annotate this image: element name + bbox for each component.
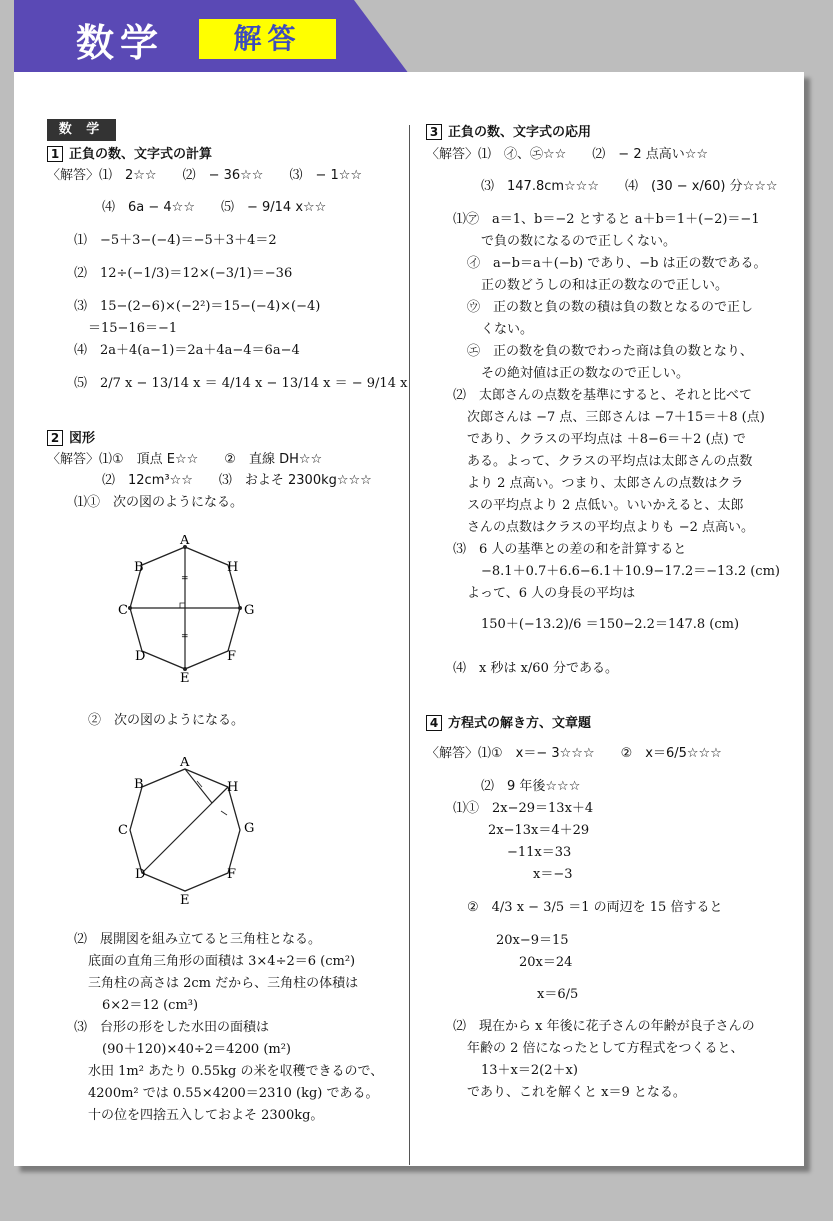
- subject-title: 数学: [76, 21, 165, 65]
- q1-work-4: ⑷ 2a＋4(a−1)＝2a＋4a−4＝6a−4: [74, 343, 300, 358]
- q2-title: 図形: [69, 431, 96, 446]
- q2-work-3: ⑵ 展開図を組み立てると三角柱となる。: [74, 932, 322, 947]
- q1-work-1: ⑴ −5＋3−(−4)＝−5＋3＋4＝2: [74, 233, 277, 248]
- q3-line-3: ㋑ a−b＝a＋(−b) であり、−b は正の数である。: [467, 256, 767, 271]
- fig2-label-c: C: [118, 823, 128, 838]
- q3-answer-a: 〈解答〉⑴ ㋑、㋓☆☆ ⑵ − 2 点高い☆☆: [426, 147, 709, 162]
- fig2-label-b: B: [134, 777, 144, 792]
- fig1-label-a: A: [180, 535, 190, 548]
- fig1-label-g: G: [244, 603, 255, 618]
- q4-work-9: ⑵ 現在から x 年後に花子さんの年齢が良子さんの: [453, 1019, 755, 1034]
- q3-line-8: その絶対値は正の数なので正しい。: [481, 366, 690, 381]
- subject-tag: 数 学: [47, 119, 116, 141]
- q3-line-9: ⑵ 太郎さんの点数を基準にすると、それと比べて: [453, 388, 753, 403]
- fig2-label-g: G: [244, 821, 255, 836]
- q3-line-4: 正の数どうしの和は正の数なので正しい。: [481, 278, 729, 293]
- q4-work-3: −11x＝33: [507, 845, 572, 860]
- svg-text:=: =: [181, 632, 189, 642]
- fig1-label-h: H: [227, 560, 239, 575]
- q1-heading: [47, 146, 212, 164]
- fig2-label-f: F: [227, 867, 237, 882]
- q4-work-12: であり、これを解くと x＝9 となる。: [467, 1085, 686, 1100]
- q2-work-2: ② 次の図のようになる。: [88, 713, 245, 728]
- q2-work-5: 三角柱の高さは 2cm だから、三角柱の体積は: [88, 976, 359, 991]
- octagon-figure-2: [110, 757, 260, 907]
- q1-work-3b: ＝15−16＝−1: [88, 321, 178, 336]
- column-divider: [409, 125, 410, 1165]
- q3-line-15: さんの点数はクラスの平均点よりも −2 点高い。: [467, 520, 755, 535]
- q3-line-5: ㋒ 正の数と負の数の積は負の数となるので正し: [467, 300, 754, 315]
- q4-work-5: ② 4/3 x − 3/5 ＝1 の両辺を 15 倍すると: [467, 900, 723, 915]
- q3-heading: [426, 124, 591, 142]
- q1-answer-b: ⑷ 6a − 4☆☆ ⑸ − 9/14 x☆☆: [102, 200, 327, 215]
- q1-work-3a: ⑶ 15−(2−6)×(−2²)＝15−(−4)×(−4): [74, 299, 321, 314]
- q4-work-8: x＝6/5: [537, 987, 579, 1002]
- fig1-label-e: E: [180, 671, 190, 685]
- q2-work-1: ⑴① 次の図のようになる。: [74, 495, 244, 510]
- q3-line-20: ⑷ x 秒は x/60 分である。: [453, 661, 618, 676]
- fig2-label-e: E: [180, 893, 190, 907]
- fig1-label-b: B: [134, 560, 144, 575]
- q4-heading: [426, 715, 591, 733]
- q3-line-13: より 2 点高い。つまり、太郎さんの点数はクラ: [467, 476, 744, 491]
- q4-answer-b: ⑵ 9 年後☆☆☆: [481, 779, 581, 794]
- q4-work-2: 2x−13x＝4＋29: [488, 823, 590, 838]
- q4-work-6: 20x−9＝15: [496, 933, 569, 948]
- q3-line-19: 150＋(−13.2)/6 ＝150−2.2＝147.8 (cm): [481, 617, 740, 632]
- q3-line-12: ある。よって、クラスの平均点は太郎さんの点数: [467, 454, 753, 469]
- q4-work-10: 年齢の 2 倍になったとして方程式をつくると、: [467, 1041, 744, 1056]
- q3-line-6: くない。: [481, 322, 534, 337]
- q4-work-1: ⑴① 2x−29＝13x＋4: [453, 801, 594, 816]
- q3-line-10: 次郎さんは −7 点、三郎さんは −7＋15＝＋8 (点): [467, 410, 765, 425]
- q2-work-7: ⑶ 台形の形をした水田の面積は: [74, 1020, 270, 1035]
- q3-line-7: ㋓ 正の数を負の数でわった商は負の数となり、: [467, 344, 753, 359]
- fig1-label-c: C: [118, 603, 128, 618]
- q4-work-11: 13＋x＝2(2＋x): [481, 1063, 578, 1078]
- q3-line-14: スの平均点より 2 点低い。いいかえると、太郎: [467, 498, 744, 513]
- q4-title: 方程式の解き方、文章題: [448, 716, 592, 731]
- q2-work-10: 4200m² では 0.55×4200＝2310 (kg) である。: [88, 1086, 379, 1101]
- q4-number: 4: [426, 715, 442, 731]
- answer-label: 解答: [199, 19, 336, 59]
- q1-answer-a: 〈解答〉⑴ 2☆☆ ⑵ − 36☆☆ ⑶ − 1☆☆: [47, 168, 363, 183]
- q2-work-8: (90＋120)×40÷2＝4200 (m²): [102, 1042, 291, 1057]
- fig2-label-a: A: [180, 757, 190, 770]
- svg-text:=: =: [181, 574, 189, 584]
- q2-answer-b: ⑵ 12cm³☆☆ ⑶ およそ 2300kg☆☆☆: [102, 473, 372, 488]
- q3-line-17: −8.1＋0.7＋6.6−6.1＋10.9−17.2＝−13.2 (cm): [481, 564, 780, 579]
- q2-heading: [47, 430, 95, 448]
- q2-work-6: 6×2＝12 (cm³): [102, 998, 199, 1013]
- q3-line-11: であり、クラスの平均点は ＋8−6＝＋2 (点) で: [467, 432, 746, 447]
- q3-answer-b: ⑶ 147.8cm☆☆☆ ⑷ (30 − x/60) 分☆☆☆: [481, 179, 778, 194]
- q3-line-1: ⑴㋐ a＝1、b＝−2 とすると a＋b＝1＋(−2)＝−1: [453, 212, 760, 227]
- q3-title: 正負の数、文字式の応用: [448, 125, 592, 140]
- q2-work-4: 底面の直角三角形の面積は 3×4÷2＝6 (cm²): [88, 954, 356, 969]
- q3-number: 3: [426, 124, 442, 140]
- q2-work-9: 水田 1m² あたり 0.55kg の米を収穫できるので、: [88, 1064, 384, 1079]
- q4-work-7: 20x＝24: [519, 955, 573, 970]
- fig1-label-d: D: [135, 649, 146, 664]
- q1-number: 1: [47, 146, 63, 162]
- q3-line-18: よって、6 人の身長の平均は: [467, 586, 636, 601]
- fig2-label-h: H: [227, 780, 239, 795]
- q4-answer-a: 〈解答〉⑴① x＝− 3☆☆☆ ② x＝6/5☆☆☆: [426, 746, 722, 761]
- q3-line-2: で負の数になるので正しくない。: [481, 234, 677, 249]
- q2-work-11: 十の位を四捨五入しておよそ 2300kg。: [88, 1108, 324, 1123]
- octagon-figure-1: [110, 535, 260, 685]
- q1-title: 正負の数、文字式の計算: [69, 147, 213, 162]
- q2-answer-a: 〈解答〉⑴① 頂点 E☆☆ ② 直線 DH☆☆: [47, 452, 323, 467]
- q1-work-2: ⑵ 12÷(−1/3)＝12×(−3/1)＝−36: [74, 266, 293, 281]
- q1-work-5: ⑸ 2/7 x − 13/14 x ＝ 4/14 x − 13/14 x ＝ − 9/14 x: [74, 376, 408, 391]
- q4-work-4: x＝−3: [533, 867, 573, 882]
- fig1-label-f: F: [227, 649, 237, 664]
- q3-line-16: ⑶ 6 人の基準との差の和を計算すると: [453, 542, 687, 557]
- q2-number: 2: [47, 430, 63, 446]
- fig2-label-d: D: [135, 867, 146, 882]
